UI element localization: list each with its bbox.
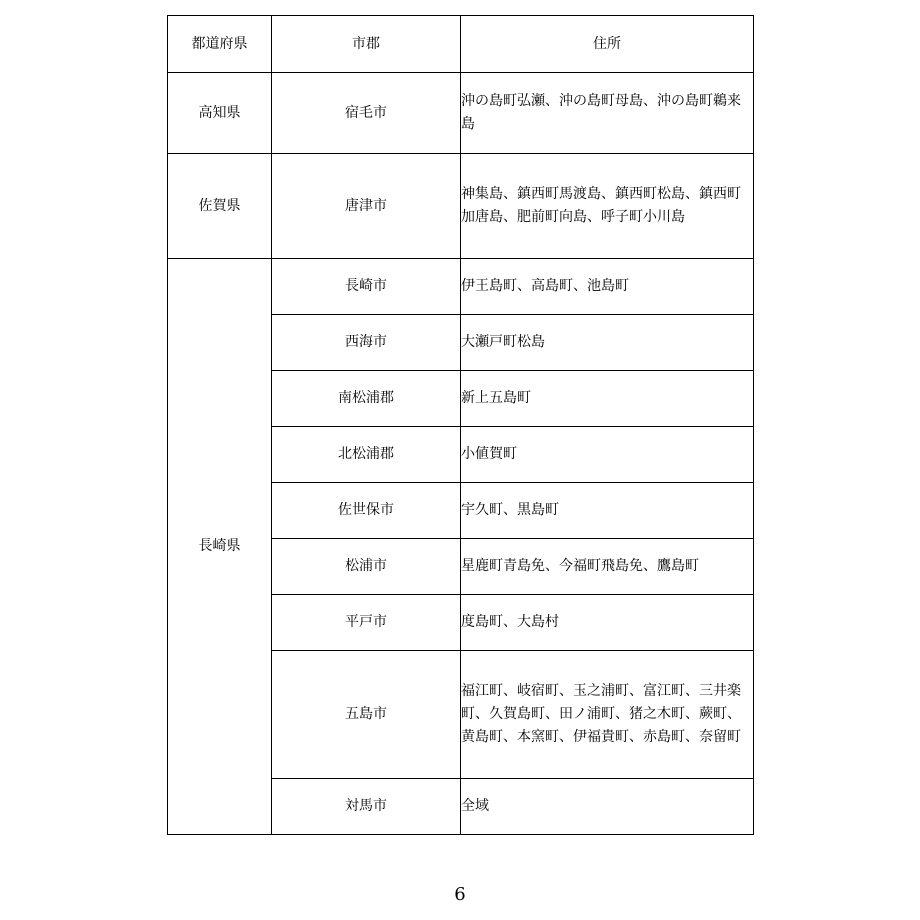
city-cell: 北松浦郡: [272, 427, 461, 483]
header-address: 住所: [461, 16, 754, 73]
city-cell: 佐世保市: [272, 483, 461, 539]
table-header-row: [168, 16, 754, 73]
island-address-table: [167, 15, 754, 835]
table-row: [168, 154, 754, 259]
city-cell: 対馬市: [272, 779, 461, 835]
header-prefecture: 都道府県: [168, 16, 272, 73]
address-cell: 度島町、大島村: [461, 595, 754, 651]
address-cell: 福江町、岐宿町、玉之浦町、富江町、三井楽町、久賀島町、田ノ浦町、猪之木町、蕨町、黄島町、本窯町、伊福貴町、赤島町、奈留町: [461, 651, 754, 779]
city-cell: 唐津市: [272, 154, 461, 259]
prefecture-cell: 佐賀県: [168, 154, 272, 259]
page-number: 6: [454, 884, 466, 905]
table-row: [168, 73, 754, 154]
address-cell: 大瀬戸町松島: [461, 315, 754, 371]
prefecture-cell: 高知県: [168, 73, 272, 154]
city-cell: 南松浦郡: [272, 371, 461, 427]
address-cell: 神集島、鎮西町馬渡島、鎮西町松島、鎮西町加唐島、肥前町向島、呼子町小川島: [461, 154, 754, 259]
city-cell: 平戸市: [272, 595, 461, 651]
city-cell: 五島市: [272, 651, 461, 779]
prefecture-cell: 長崎県: [168, 259, 272, 835]
address-cell: 伊王島町、高島町、池島町: [461, 259, 754, 315]
city-cell: 宿毛市: [272, 73, 461, 154]
city-cell: 松浦市: [272, 539, 461, 595]
header-city: 市郡: [272, 16, 461, 73]
address-cell: 宇久町、黒島町: [461, 483, 754, 539]
city-cell: 西海市: [272, 315, 461, 371]
table-row: [168, 259, 754, 315]
address-cell: 沖の島町弘瀬、沖の島町母島、沖の島町鵜来島: [461, 73, 754, 154]
address-cell: 星鹿町青島免、今福町飛島免、鷹島町: [461, 539, 754, 595]
city-cell: 長崎市: [272, 259, 461, 315]
address-cell: 全域: [461, 779, 754, 835]
address-cell: 小値賀町: [461, 427, 754, 483]
address-cell: 新上五島町: [461, 371, 754, 427]
